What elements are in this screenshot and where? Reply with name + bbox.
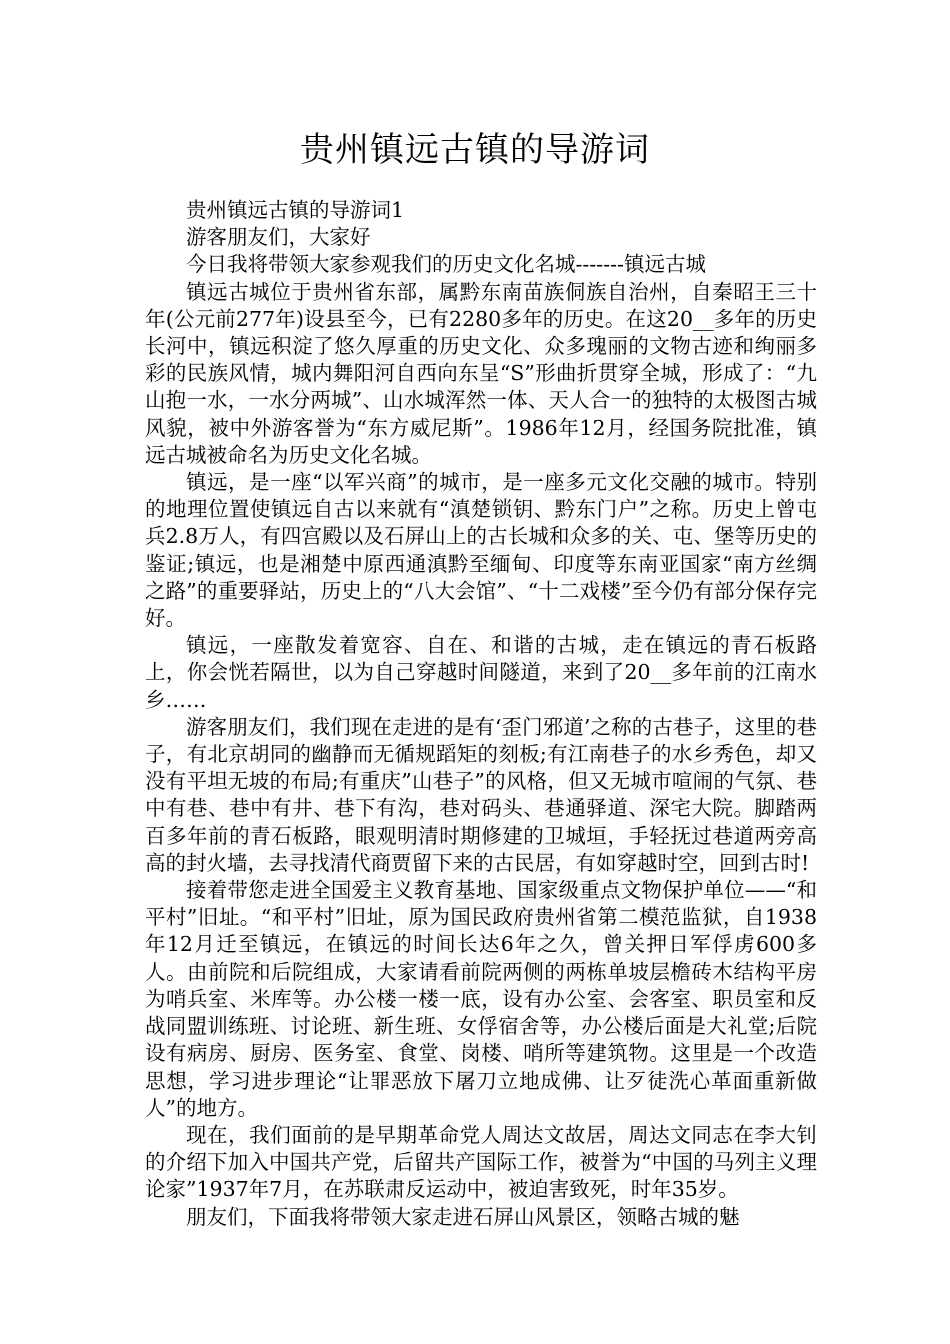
paragraph-shiping-mountain: 朋友们，下面我将带领大家走进石屏山风景区，领略古城的魅 (186, 1204, 740, 1229)
paragraph-stone-road: 镇远，一座散发着宽容、自在、和谐的古城，走在镇远的青石板路上，你会恍若隔世，以为自己穿越时间隧道，来到了20__多年前的江南水乡…… (145, 633, 817, 712)
paragraph-military-commerce: 镇远，是一座“以军兴商”的城市，是一座多元文化交融的城市。特别的地理位置使镇远自古以来就有“滇楚锁钥、黔东门户”之称。历史上曾屯兵2.8万人，有四宫殿以及石屏山上的古长城和众多的关、屯、堡等历史的鉴证;镇远，也是湘楚中原西通滇黔至缅甸、印度等东南亚国家“南方丝绸之路”的重要驿站，历史上的“八大会馆”、“十二戏楼”至今仍有部分保存完好。 (145, 470, 817, 631)
paragraph-alleys: 游客朋友们，我们现在走进的是有‘歪门邪道’之称的古巷子，这里的巷子，有北京胡同的幽静而无循规蹈矩的刻板;有江南巷子的水乡秀色，却又没有平坦无坡的布局;有重庆”山巷子”的风格，但又无城市喧闹的气氛、巷中有巷、巷中有井、巷下有沟，巷对码头、巷通驿道、深宅大院。脚踏两百多年前的青石板路，眼观明清时期修建的卫城垣，手轻抚过巷道两旁高高的封火墙，去寻找清代商贾留下来的古民居，有如穿越时空，回到古时! (145, 714, 817, 875)
paragraph-location: 镇远古城位于贵州省东部，属黔东南苗族侗族自治州，自秦昭王三十年(公元前277年)设县至今，已有2280多年的历史。在这20__多年的历史长河中，镇远积淀了悠久厚重的历史文化、众多瑰丽的文物古迹和绚丽多彩的民族风情，城内舞阳河自西向东呈“S”形曲折贯穿全城，形成了：“九山抱一水，一水分两城”、山水城浑然一体、天人合一的独特的太极图古城风貌，被中外游客誉为“东方威尼斯”。1986年12月，经国务院批准，镇远古城被命名为历史文化名城。 (145, 279, 817, 467)
document-title: 贵州镇远古镇的导游词 (300, 130, 650, 170)
paragraph-greeting: 游客朋友们，大家好 (186, 225, 371, 250)
paragraph-zhou-dawen: 现在，我们面前的是早期革命党人周达文故居，周达文同志在李大钊的介绍下加入中国共产党，后留共产国际工作，被誉为“中国的马列主义理论家”1937年7月，在苏联肃反运动中，被迫害致死，时年35岁。 (145, 1122, 817, 1202)
paragraph-peace-village: 接着带您走进全国爱主义教育基地、国家级重点文物保护单位——“和平村”旧址。“和平村”旧址，原为国民政府贵州省第二模范监狱，自1938年12月迁至镇远，在镇远的时间长达6年之久，曾关押日军俘虏600多人。由前院和后院组成，大家请看前院两侧的两栋单坡层檐砖木结构平房为哨兵室、米库等。办公楼一楼一底，设有办公室、会客室、职员室和反战同盟训练班、讨论班、新生班、女俘宿舍等，办公楼后面是大礼堂;后院设有病房、厨房、医务室、食堂、岗楼、哨所等建筑物。这里是一个改造思想，学习进步理论“让罪恶放下屠刀立地成佛、让歹徒洗心革面重新做人”的地方。 (145, 878, 817, 1120)
paragraph-subtitle: 贵州镇远古镇的导游词1 (186, 198, 405, 222)
paragraph-intro: 今日我将带领大家参观我们的历史文化名城-------镇远古城 (186, 252, 706, 277)
document-body (145, 197, 817, 1231)
